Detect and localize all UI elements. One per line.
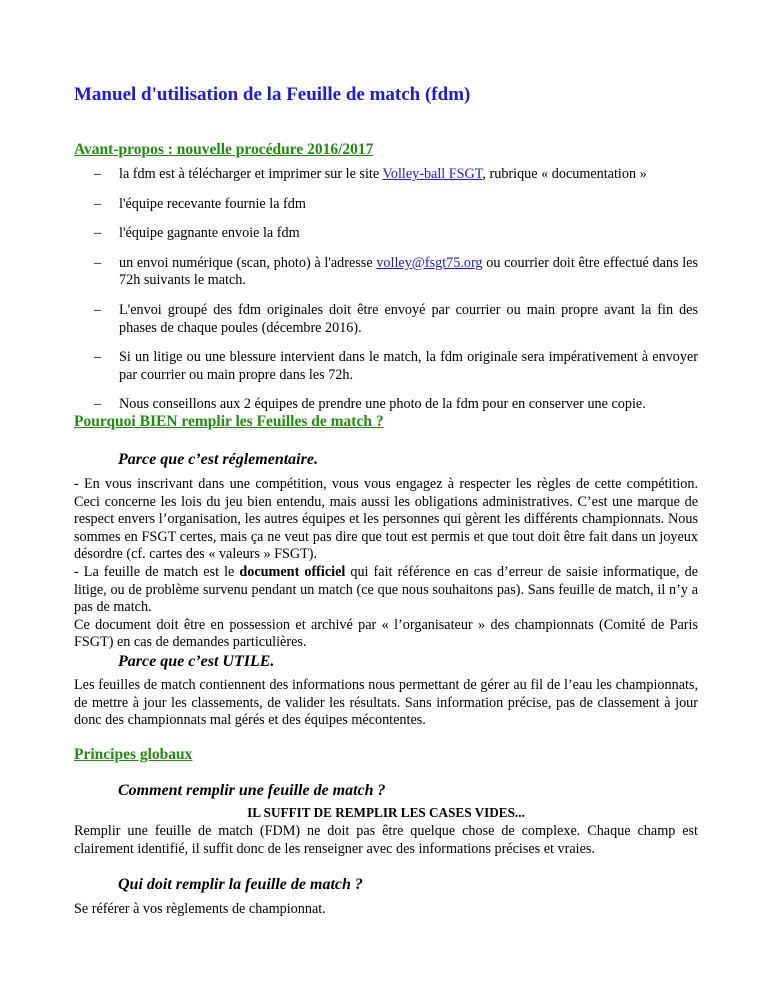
list-item [74,166,698,184]
subheading-qui-remplit: Qui doit remplir la feuille de match ? [118,876,363,893]
section-heading-principes: Principes globaux [74,746,193,763]
avant-propos-list [74,166,698,426]
list-item-text: ou courrier doit être effectué dans les 72h suivants le match. [119,254,698,289]
dash-bullet: – [94,301,102,318]
list-item [74,396,698,414]
paragraph-reglementaire [74,476,698,652]
paragraph-utile: Les feuilles de match contiennent des informations nous permettant de gérer au fil de l’eau les championnats, de mettre à jour les classements, de valider les résultats. Sans information précise, pas de classement à jour donc des championnats mal gérés et des équipes mécontentes. [74,677,698,729]
list-item [74,349,698,384]
dash-bullet: – [94,396,102,413]
dash-bullet: – [94,166,102,182]
list-item-text: Nous conseillons aux 2 équipes de prendre une photo de la fdm pour en conserver une copie. [119,396,646,413]
list-item [74,302,698,337]
paragraph-text: Ce document doit être en possession et archivé par « l’organisateur » des championnats (Comité de Paris FSGT) en cas de demandes particulières. [74,616,698,651]
dash-bullet: – [94,225,102,242]
paragraph-text: - En vous inscrivant dans une compétition, vous vous engagez à respecter les règles de cette compétition. Ceci concerne les lois du jeu bien entendu, mais aussi les obligations administratives. C’est une marque de respect envers l’organisation, les autres équipes et les personnes qui gèrent les différents championnats. Nous sommes en FSGT certes, mais ça ne veut pas dire que tout est permis et que tout doit être fait dans un joyeux désordre (cf. cartes des « valeurs » FSGT). [74,476,698,563]
bold-text: document officiel [239,563,346,580]
paragraph-text [74,564,698,617]
list-item-text: , rubrique « documentation » [482,166,647,182]
dash-bullet: – [94,349,102,366]
text-run: qui fait référence en cas d’erreur de saisie informatique, de litige, ou de problème survenu pendant un match (ce que nous souhaitons pas). Sans feuille de match, il n’y a pas de match. [74,563,698,616]
volley-ball-fsgt-link[interactable]: Volley-ball FSGT [382,166,483,182]
list-item [74,196,698,214]
caps-notice: IL SUFFIT DE REMPLIR LES CASES VIDES... [247,805,525,820]
list-item-text: L'envoi groupé des fdm originales doit être envoyé par courrier ou main propre avant la fin des phases de chaque poules (décembre 2016). [119,301,698,336]
list-item [74,225,698,243]
paragraph-qui-remplit: Se référer à vos règlements de championnat. [74,901,326,917]
list-item-text: l'équipe gagnante envoie la fdm [119,225,300,242]
section-heading-avant-propos: Avant-propos : nouvelle procédure 2016/2017 [74,141,374,158]
dash-bullet: – [94,254,102,271]
paragraph-comment-remplir: Remplir une feuille de match (FDM) ne doit pas être quelque chose de complexe. Chaque champ est clairement identifié, il suffit donc de les renseigner avec des informations précises et vraies. [74,823,698,857]
page-title: Manuel d'utilisation de la Feuille de match (fdm) [74,84,471,105]
list-item-text: la fdm est à télécharger et imprimer sur le site [119,166,383,182]
subheading-reglementaire: Parce que c’est réglementaire. [118,451,318,468]
list-item-text: Si un litige ou une blessure intervient dans le match, la fdm originale sera impérativement à envoyer par courrier ou main propre dans les 72h. [119,349,698,383]
dash-bullet: – [94,195,102,212]
list-item [74,255,698,290]
list-item-text: un envoi numérique (scan, photo) à l'adresse [119,254,377,271]
text-run: - La feuille de match est le [74,563,240,580]
section-heading-pourquoi: Pourquoi BIEN remplir les Feuilles de match ? [74,413,384,430]
list-item-text: l'équipe recevante fournie la fdm [119,195,306,212]
subheading-comment-remplir: Comment remplir une feuille de match ? [118,782,386,799]
email-link[interactable]: volley@fsgt75.org [376,254,483,271]
subheading-utile: Parce que c’est UTILE. [118,653,275,670]
